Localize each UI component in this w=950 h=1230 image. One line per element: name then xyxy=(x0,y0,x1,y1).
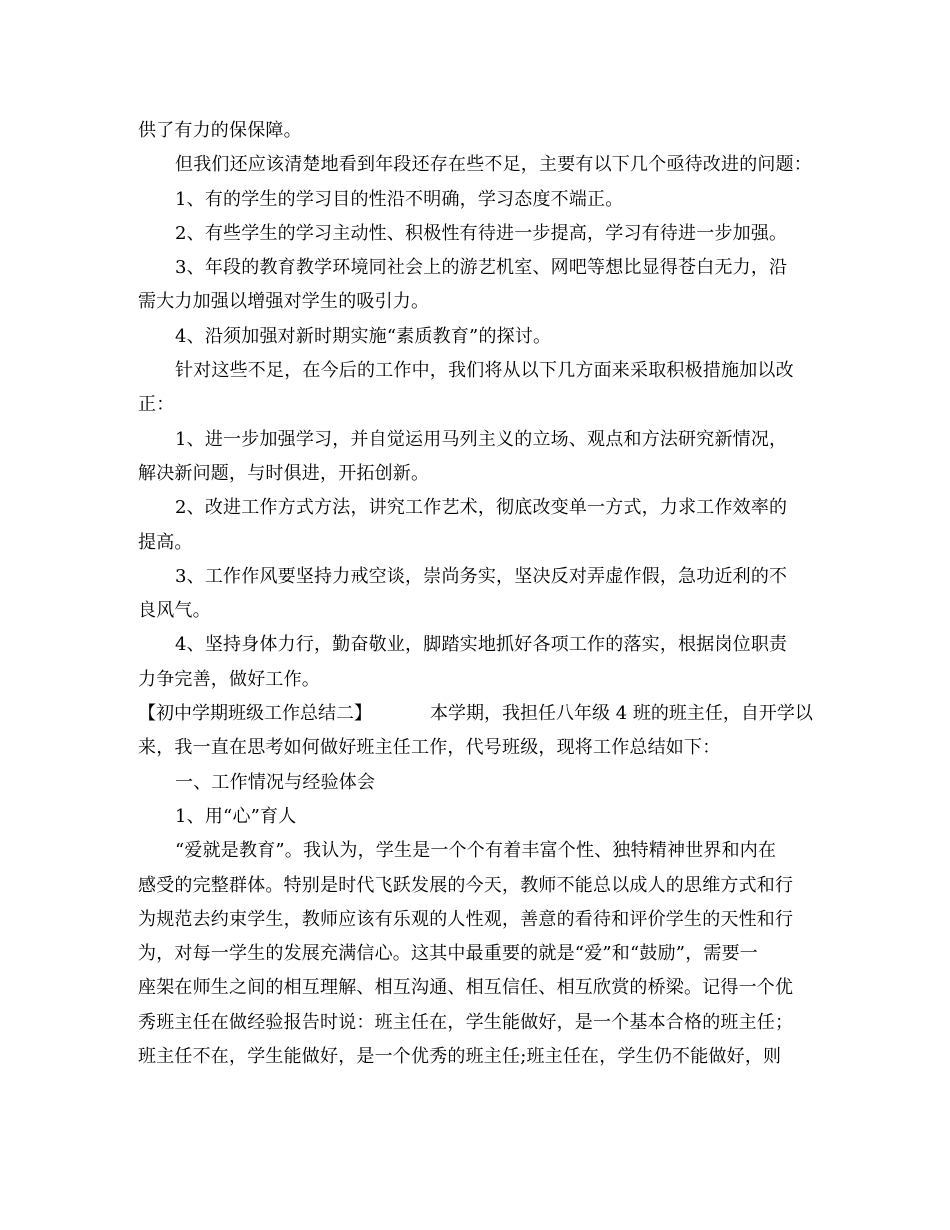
paragraph-line: 供了有力的保保障。 xyxy=(138,120,302,141)
paragraph-line: 力争完善，做好工作。 xyxy=(138,668,320,690)
list-item: 1、进一步加强学习，并自觉运用马列主义的立场、观点和方法研究新情况， xyxy=(175,428,788,450)
paragraph-line: 但我们还应该清楚地看到年段还存在些不足，主要有以下几个亟待改进的问题： xyxy=(175,154,812,176)
paragraph-line: 座架在师生之间的相互理解、相互沟通、相互信任、相互欣赏的桥梁。记得一个优 xyxy=(138,977,794,999)
subheading: 一、工作情况与经验体会 xyxy=(175,771,376,793)
section-heading-line xyxy=(138,697,814,731)
section-intro: 本学期，我担任八年级 4 班的班主任，自开学以 xyxy=(430,703,813,725)
list-item: 1、有的学生的学习目的性沿不明确，学习态度不端正。 xyxy=(175,188,624,210)
paragraph-line: 为，对每一学生的发展充满信心。这其中最重要的就是“爱”和“鼓励”，需要一 xyxy=(138,943,759,965)
list-item: 2、改进工作方式方法，讲究工作艺术，彻底改变单一方式，力求工作效率的 xyxy=(175,497,788,519)
list-item: 3、年段的教育教学环境同社会上的游艺机室、网吧等想比显得苍白无力，沿 xyxy=(175,257,788,279)
document-body xyxy=(138,114,814,1074)
subheading: 1、用“心”育人 xyxy=(175,805,297,827)
paragraph-line: 良风气。 xyxy=(138,600,211,622)
list-item: 4、沿须加强对新时期实施“素质教育”的探讨。 xyxy=(175,325,552,347)
paragraph-line: 秀班主任在做经验报告时说：班主任在，学生能做好，是一个基本合格的班主任； xyxy=(138,1011,794,1033)
paragraph-line: 针对这些不足，在今后的工作中，我们将从以下几方面来采取积极措施加以改 xyxy=(175,360,794,382)
section-heading: 【初中学期班级工作总结二】 xyxy=(138,703,372,725)
paragraph-line: 正： xyxy=(138,394,175,416)
paragraph-line: 为规范去约束学生，教师应该有乐观的人性观，善意的看待和评价学生的天性和行 xyxy=(138,908,794,930)
paragraph-line: 解决新问题，与时俱进，开拓创新。 xyxy=(138,462,430,484)
paragraph-line: 需大力加强以增强对学生的吸引力。 xyxy=(138,291,430,313)
paragraph-line: “爱就是教育”。我认为，学生是一个个有着丰富个性、独特精神世界和内在 xyxy=(175,840,777,862)
list-item: 2、有些学生的学习主动性、积极性有待进一步提高，学习有待进一步加强。 xyxy=(175,222,788,244)
paragraph-line: 提高。 xyxy=(138,531,193,553)
list-item: 4、坚持身体力行，勤奋敬业，脚踏实地抓好各项工作的落实，根据岗位职责 xyxy=(175,634,788,656)
paragraph-line: 班主任不在，学生能做好，是一个优秀的班主任;班主任在，学生仍不能做好，则 xyxy=(138,1046,782,1068)
paragraph-line: 来，我一直在思考如何做好班主任工作，代号班级，现将工作总结如下： xyxy=(138,737,721,759)
paragraph-line: 感受的完整群体。特别是时代飞跃发展的今天，教师不能总以成人的思维方式和行 xyxy=(138,874,794,896)
list-item: 3、工作作风要坚持力戒空谈，崇尚务实，坚决反对弄虚作假，急功近利的不 xyxy=(175,565,788,587)
